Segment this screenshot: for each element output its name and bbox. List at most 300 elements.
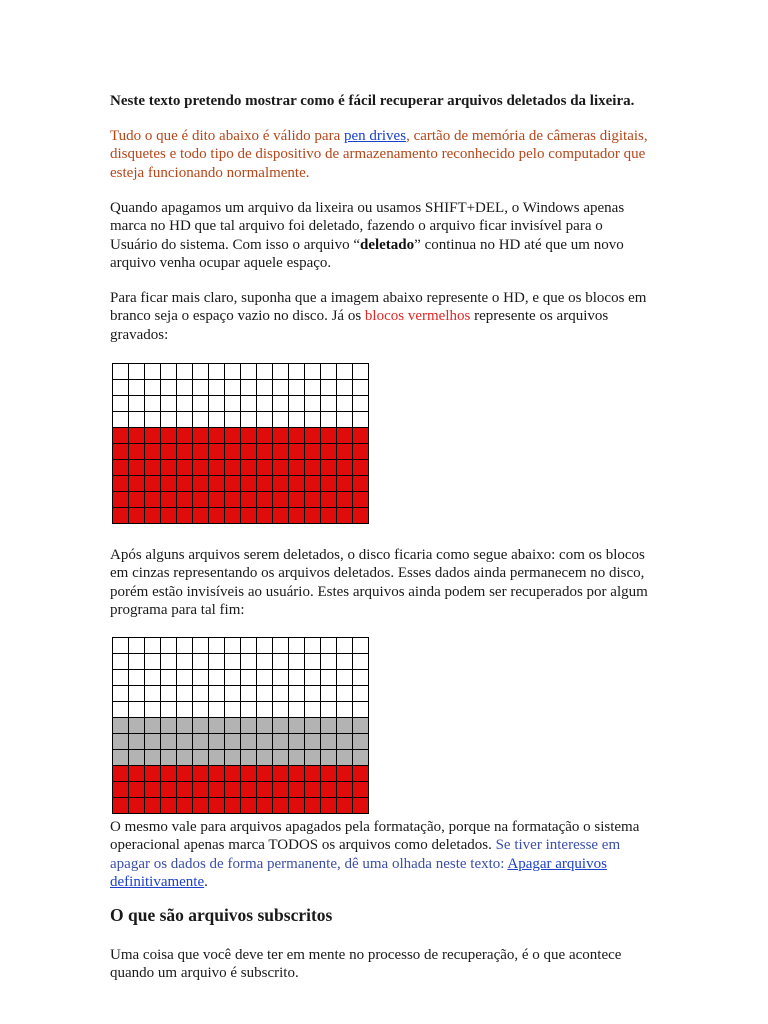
paragraph-text: Quando apagamos um arquivo da lixeira ou usamos SHIFT+DEL, o Windows apenas marca no HD que tal arquivo foi deletado, fazendo o arquivo ficar invisível para o Usuário do sistema. Com isso o arquivo “ [110, 200, 625, 253]
disk-block-white [321, 638, 337, 654]
disk-block-red [257, 798, 273, 814]
disk-block-red [193, 444, 209, 460]
disk-block-gray [337, 718, 353, 734]
disk-block-red [289, 782, 305, 798]
disk-block-white [321, 364, 337, 380]
disk-block-white [177, 638, 193, 654]
disk-block-white [193, 396, 209, 412]
disk-block-white [177, 670, 193, 686]
disk-block-red [145, 508, 161, 524]
disk-block-red [321, 476, 337, 492]
disk-block-gray [257, 718, 273, 734]
disk-block-white [241, 412, 257, 428]
disk-block-white [113, 702, 129, 718]
disk-block-white [289, 686, 305, 702]
disk-block-white [193, 702, 209, 718]
disk-block-red [129, 428, 145, 444]
disk-block-red [129, 492, 145, 508]
disk-block-red [289, 460, 305, 476]
disk-block-white [177, 364, 193, 380]
disk-block-white [129, 670, 145, 686]
disk-block-red [305, 766, 321, 782]
permanent-delete-text: Se tiver interesse em apagar os dados de forma permanente, dê uma olhada neste texto: [110, 837, 621, 872]
disk-block-white [337, 396, 353, 412]
disk-block-red [209, 444, 225, 460]
disk-block-white [225, 702, 241, 718]
disk-block-red [129, 508, 145, 524]
disk-block-red [209, 428, 225, 444]
disk-block-gray [193, 734, 209, 750]
disk-block-red [337, 460, 353, 476]
disk-block-white [145, 380, 161, 396]
disk-block-red [161, 766, 177, 782]
disk-grid-initial [112, 363, 369, 524]
disk-block-gray [177, 734, 193, 750]
disk-block-gray [305, 750, 321, 766]
disk-block-white [209, 396, 225, 412]
disk-block-red [145, 492, 161, 508]
disk-block-white [337, 686, 353, 702]
disk-block-red [273, 428, 289, 444]
disk-block-white [241, 380, 257, 396]
disk-block-white [113, 364, 129, 380]
disk-block-red [145, 798, 161, 814]
disk-block-red [241, 444, 257, 460]
disk-block-white [193, 412, 209, 428]
paragraph-formatting [110, 818, 650, 892]
disk-block-red [225, 798, 241, 814]
disk-block-red [209, 492, 225, 508]
disk-block-red [353, 508, 369, 524]
disk-block-red [209, 766, 225, 782]
paragraph-text: . [204, 874, 208, 891]
disk-block-white [193, 670, 209, 686]
disk-block-white [129, 412, 145, 428]
disk-block-red [321, 508, 337, 524]
disk-block-white [337, 702, 353, 718]
disk-block-white [241, 638, 257, 654]
disk-block-gray [177, 718, 193, 734]
disk-block-white [193, 654, 209, 670]
disk-block-white [289, 638, 305, 654]
disk-block-gray [289, 734, 305, 750]
disk-block-red [321, 428, 337, 444]
disk-block-red [273, 444, 289, 460]
disk-block-gray [289, 750, 305, 766]
disk-block-red [145, 428, 161, 444]
disk-block-red [273, 460, 289, 476]
disk-block-red [161, 428, 177, 444]
disk-block-red [257, 428, 273, 444]
disk-block-white [353, 380, 369, 396]
disk-block-red [177, 782, 193, 798]
disk-block-white [129, 396, 145, 412]
disk-block-red [177, 460, 193, 476]
disk-block-gray [241, 718, 257, 734]
disk-block-red [225, 766, 241, 782]
disk-block-gray [273, 750, 289, 766]
disk-block-white [289, 364, 305, 380]
disk-block-white [193, 638, 209, 654]
disk-block-white [257, 670, 273, 686]
disk-block-red [209, 476, 225, 492]
disk-block-white [113, 412, 129, 428]
disk-block-gray [273, 734, 289, 750]
disk-block-white [129, 702, 145, 718]
document-title: Neste texto pretendo mostrar como é fácil recuperar arquivos deletados da lixeira. [110, 93, 635, 109]
disk-block-red [145, 766, 161, 782]
apagar-arquivos-link[interactable]: Apagar arquivos definitivamente [110, 855, 607, 891]
paragraph-overwritten: Uma coisa que você deve ter em mente no processo de recuperação, é o que acontece quando um arquivo é subscrito. [110, 947, 622, 982]
disk-block-white [129, 654, 145, 670]
disk-block-white [209, 638, 225, 654]
disk-block-gray [337, 750, 353, 766]
disk-block-red [289, 798, 305, 814]
disk-block-gray [113, 734, 129, 750]
disk-block-red [305, 460, 321, 476]
disk-block-red [193, 782, 209, 798]
disk-block-white [241, 686, 257, 702]
disk-block-gray [161, 750, 177, 766]
disk-block-red [305, 798, 321, 814]
disk-block-red [241, 766, 257, 782]
disk-block-white [209, 412, 225, 428]
disk-block-gray [145, 718, 161, 734]
disk-block-red [241, 508, 257, 524]
disk-block-red [161, 460, 177, 476]
disk-block-red [273, 766, 289, 782]
disk-block-white [273, 686, 289, 702]
disk-block-white [305, 638, 321, 654]
disk-block-white [177, 412, 193, 428]
disk-block-white [145, 396, 161, 412]
disk-block-white [289, 654, 305, 670]
disk-block-red [177, 444, 193, 460]
disk-block-white [193, 686, 209, 702]
disk-block-red [305, 428, 321, 444]
disk-block-red [241, 460, 257, 476]
disk-block-red [161, 476, 177, 492]
disk-block-white [241, 670, 257, 686]
disk-block-red [177, 798, 193, 814]
paragraph-text: Tudo o que é dito abaixo é válido para [110, 128, 344, 144]
disk-block-red [273, 798, 289, 814]
disk-block-red [193, 428, 209, 444]
disk-block-red [129, 460, 145, 476]
disk-block-red [289, 476, 305, 492]
disk-block-white [241, 364, 257, 380]
disk-block-white [145, 364, 161, 380]
disk-block-red [289, 492, 305, 508]
disk-block-red [225, 444, 241, 460]
disk-block-white [257, 364, 273, 380]
disk-block-white [321, 412, 337, 428]
disk-block-red [225, 508, 241, 524]
disk-block-red [225, 460, 241, 476]
disk-block-red [273, 492, 289, 508]
disk-block-gray [193, 750, 209, 766]
disk-block-white [113, 686, 129, 702]
disk-block-white [193, 380, 209, 396]
disk-block-white [353, 670, 369, 686]
disk-block-red [161, 492, 177, 508]
disk-block-red [337, 508, 353, 524]
disk-block-white [113, 654, 129, 670]
disk-block-white [161, 654, 177, 670]
disk-block-white [225, 364, 241, 380]
disk-block-gray [113, 750, 129, 766]
disk-block-white [113, 670, 129, 686]
disk-block-white [353, 412, 369, 428]
disk-block-white [321, 670, 337, 686]
disk-block-red [129, 782, 145, 798]
disk-block-white [353, 364, 369, 380]
disk-block-red [209, 508, 225, 524]
disk-block-white [321, 380, 337, 396]
disk-block-red [321, 460, 337, 476]
red-blocks-text: blocos vermelhos [364, 308, 471, 325]
disk-block-red [193, 766, 209, 782]
section-heading: O que são arquivos subscritos [110, 905, 333, 925]
disk-block-gray [209, 718, 225, 734]
disk-block-red [129, 798, 145, 814]
disk-block-red [289, 766, 305, 782]
disk-block-white [337, 380, 353, 396]
disk-block-white [113, 380, 129, 396]
disk-block-gray [177, 750, 193, 766]
disk-block-red [321, 444, 337, 460]
disk-block-red [337, 476, 353, 492]
pen-drives-link[interactable]: pen drives [343, 128, 407, 144]
disk-block-white [289, 412, 305, 428]
disk-block-white [257, 654, 273, 670]
disk-block-red [289, 428, 305, 444]
disk-block-red [145, 476, 161, 492]
disk-block-white [209, 364, 225, 380]
disk-block-gray [129, 734, 145, 750]
disk-block-gray [305, 734, 321, 750]
disk-block-gray [321, 718, 337, 734]
disk-block-red [321, 798, 337, 814]
disk-block-white [273, 412, 289, 428]
disk-block-white [337, 638, 353, 654]
disk-block-white [273, 638, 289, 654]
disk-block-red [337, 428, 353, 444]
disk-block-gray [225, 734, 241, 750]
disk-block-red [321, 766, 337, 782]
paragraph-text: O mesmo vale para arquivos apagados pela formatação, porque na formatação o sistema operacional apenas marca TODOS os arquivos como deletados. [110, 819, 640, 854]
disk-block-white [225, 412, 241, 428]
disk-block-white [257, 686, 273, 702]
disk-block-red [257, 766, 273, 782]
disk-block-red [353, 782, 369, 798]
disk-block-white [305, 396, 321, 412]
disk-block-red [321, 492, 337, 508]
disk-block-white [145, 702, 161, 718]
disk-block-red [353, 492, 369, 508]
disk-block-white [161, 638, 177, 654]
disk-block-red [321, 782, 337, 798]
disk-block-white [225, 396, 241, 412]
disk-block-red [177, 476, 193, 492]
disk-block-red [113, 766, 129, 782]
disk-block-white [257, 702, 273, 718]
disk-block-gray [161, 718, 177, 734]
disk-block-red [241, 428, 257, 444]
disk-block-red [209, 782, 225, 798]
disk-block-white [257, 638, 273, 654]
disk-block-white [177, 380, 193, 396]
disk-block-white [273, 670, 289, 686]
disk-block-white [177, 396, 193, 412]
disk-block-white [113, 396, 129, 412]
disk-block-white [353, 686, 369, 702]
disk-block-white [305, 670, 321, 686]
disk-block-red [353, 460, 369, 476]
disk-block-red [353, 476, 369, 492]
disk-block-gray [209, 734, 225, 750]
disk-block-white [161, 702, 177, 718]
disk-block-gray [337, 734, 353, 750]
disk-block-red [225, 782, 241, 798]
disk-block-red [241, 798, 257, 814]
disk-block-red [209, 798, 225, 814]
disk-block-red [273, 476, 289, 492]
disk-block-red [193, 476, 209, 492]
disk-block-red [129, 766, 145, 782]
disk-block-red [129, 476, 145, 492]
disk-block-white [337, 654, 353, 670]
disk-block-white [225, 380, 241, 396]
disk-block-white [129, 380, 145, 396]
disk-block-gray [225, 750, 241, 766]
disk-block-white [193, 364, 209, 380]
disk-block-red [225, 492, 241, 508]
disk-block-white [289, 702, 305, 718]
disk-block-white [241, 654, 257, 670]
disk-block-red [257, 508, 273, 524]
disk-block-gray [353, 718, 369, 734]
disk-block-white [289, 396, 305, 412]
disk-block-red [257, 444, 273, 460]
disk-block-red [257, 782, 273, 798]
disk-block-white [305, 380, 321, 396]
disk-block-red [113, 508, 129, 524]
disk-block-red [337, 798, 353, 814]
disk-block-gray [257, 734, 273, 750]
disk-block-red [257, 460, 273, 476]
disk-block-red [177, 766, 193, 782]
disk-block-red [113, 444, 129, 460]
disk-block-white [113, 638, 129, 654]
disk-block-white [145, 670, 161, 686]
disk-block-white [305, 654, 321, 670]
disk-block-red [161, 444, 177, 460]
disk-block-white [145, 638, 161, 654]
disk-block-gray [161, 734, 177, 750]
disk-block-red [113, 782, 129, 798]
paragraph-text: , cartão de memória de câmeras digitais, disquetes e todo tipo de dispositivo de armazenamento reconhecido pelo computador que esteja funcionando normalmente. [110, 128, 648, 181]
disk-block-white [273, 702, 289, 718]
disk-block-red [353, 428, 369, 444]
disk-block-gray [257, 750, 273, 766]
disk-block-white [145, 412, 161, 428]
disk-block-red [113, 476, 129, 492]
disk-block-gray [129, 750, 145, 766]
disk-block-white [305, 686, 321, 702]
disk-block-white [129, 364, 145, 380]
disk-block-red [113, 492, 129, 508]
disk-block-red [145, 460, 161, 476]
disk-block-white [129, 638, 145, 654]
disk-block-red [161, 508, 177, 524]
disk-block-white [353, 638, 369, 654]
disk-block-red [337, 444, 353, 460]
disk-block-red [145, 782, 161, 798]
disk-block-white [161, 396, 177, 412]
disk-block-white [321, 396, 337, 412]
disk-block-white [145, 686, 161, 702]
disk-block-red [113, 798, 129, 814]
disk-block-red [241, 492, 257, 508]
bold-deletado: deletado [359, 236, 415, 253]
disk-block-white [257, 412, 273, 428]
paragraph-after-deletion: Após alguns arquivos serem deletados, o disco ficaria como segue abaixo: com os blocos em cinzas representando os arquivos deletados. Esses dados ainda permanecem no disco, porém estão invisíveis ao usuário. Estes arquivos ainda podem ser recuperados por algum programa para tal fim: [110, 547, 648, 619]
disk-block-gray [225, 718, 241, 734]
disk-block-red [193, 508, 209, 524]
disk-block-red [145, 444, 161, 460]
disk-block-red [353, 444, 369, 460]
disk-block-white [273, 396, 289, 412]
disk-block-white [273, 654, 289, 670]
disk-block-gray [193, 718, 209, 734]
disk-block-gray [321, 734, 337, 750]
disk-block-red [113, 428, 129, 444]
disk-block-gray [353, 734, 369, 750]
paragraph-text: Para ficar mais claro, suponha que a imagem abaixo represente o HD, e que os blocos em branco seja o espaço vazio no disco. Já os [110, 290, 647, 325]
paragraph-deleting [110, 199, 650, 273]
disk-block-red [305, 508, 321, 524]
disk-block-white [305, 364, 321, 380]
disk-block-red [193, 798, 209, 814]
disk-block-red [305, 492, 321, 508]
disk-block-gray [241, 750, 257, 766]
disk-block-red [337, 766, 353, 782]
disk-block-gray [145, 734, 161, 750]
disk-block-gray [129, 718, 145, 734]
disk-grid-after-deletion [112, 637, 369, 814]
disk-block-red [209, 460, 225, 476]
disk-block-white [209, 654, 225, 670]
disk-block-white [305, 412, 321, 428]
disk-block-red [337, 492, 353, 508]
disk-block-white [225, 638, 241, 654]
disk-block-white [225, 670, 241, 686]
disk-block-white [273, 364, 289, 380]
disk-block-white [161, 364, 177, 380]
disk-block-gray [353, 750, 369, 766]
disk-block-red [113, 460, 129, 476]
disk-block-white [177, 686, 193, 702]
disk-block-white [209, 702, 225, 718]
disk-block-white [177, 654, 193, 670]
disk-block-white [321, 686, 337, 702]
disk-block-red [273, 782, 289, 798]
disk-block-red [225, 476, 241, 492]
disk-block-white [257, 380, 273, 396]
disk-block-red [161, 798, 177, 814]
disk-block-white [161, 380, 177, 396]
